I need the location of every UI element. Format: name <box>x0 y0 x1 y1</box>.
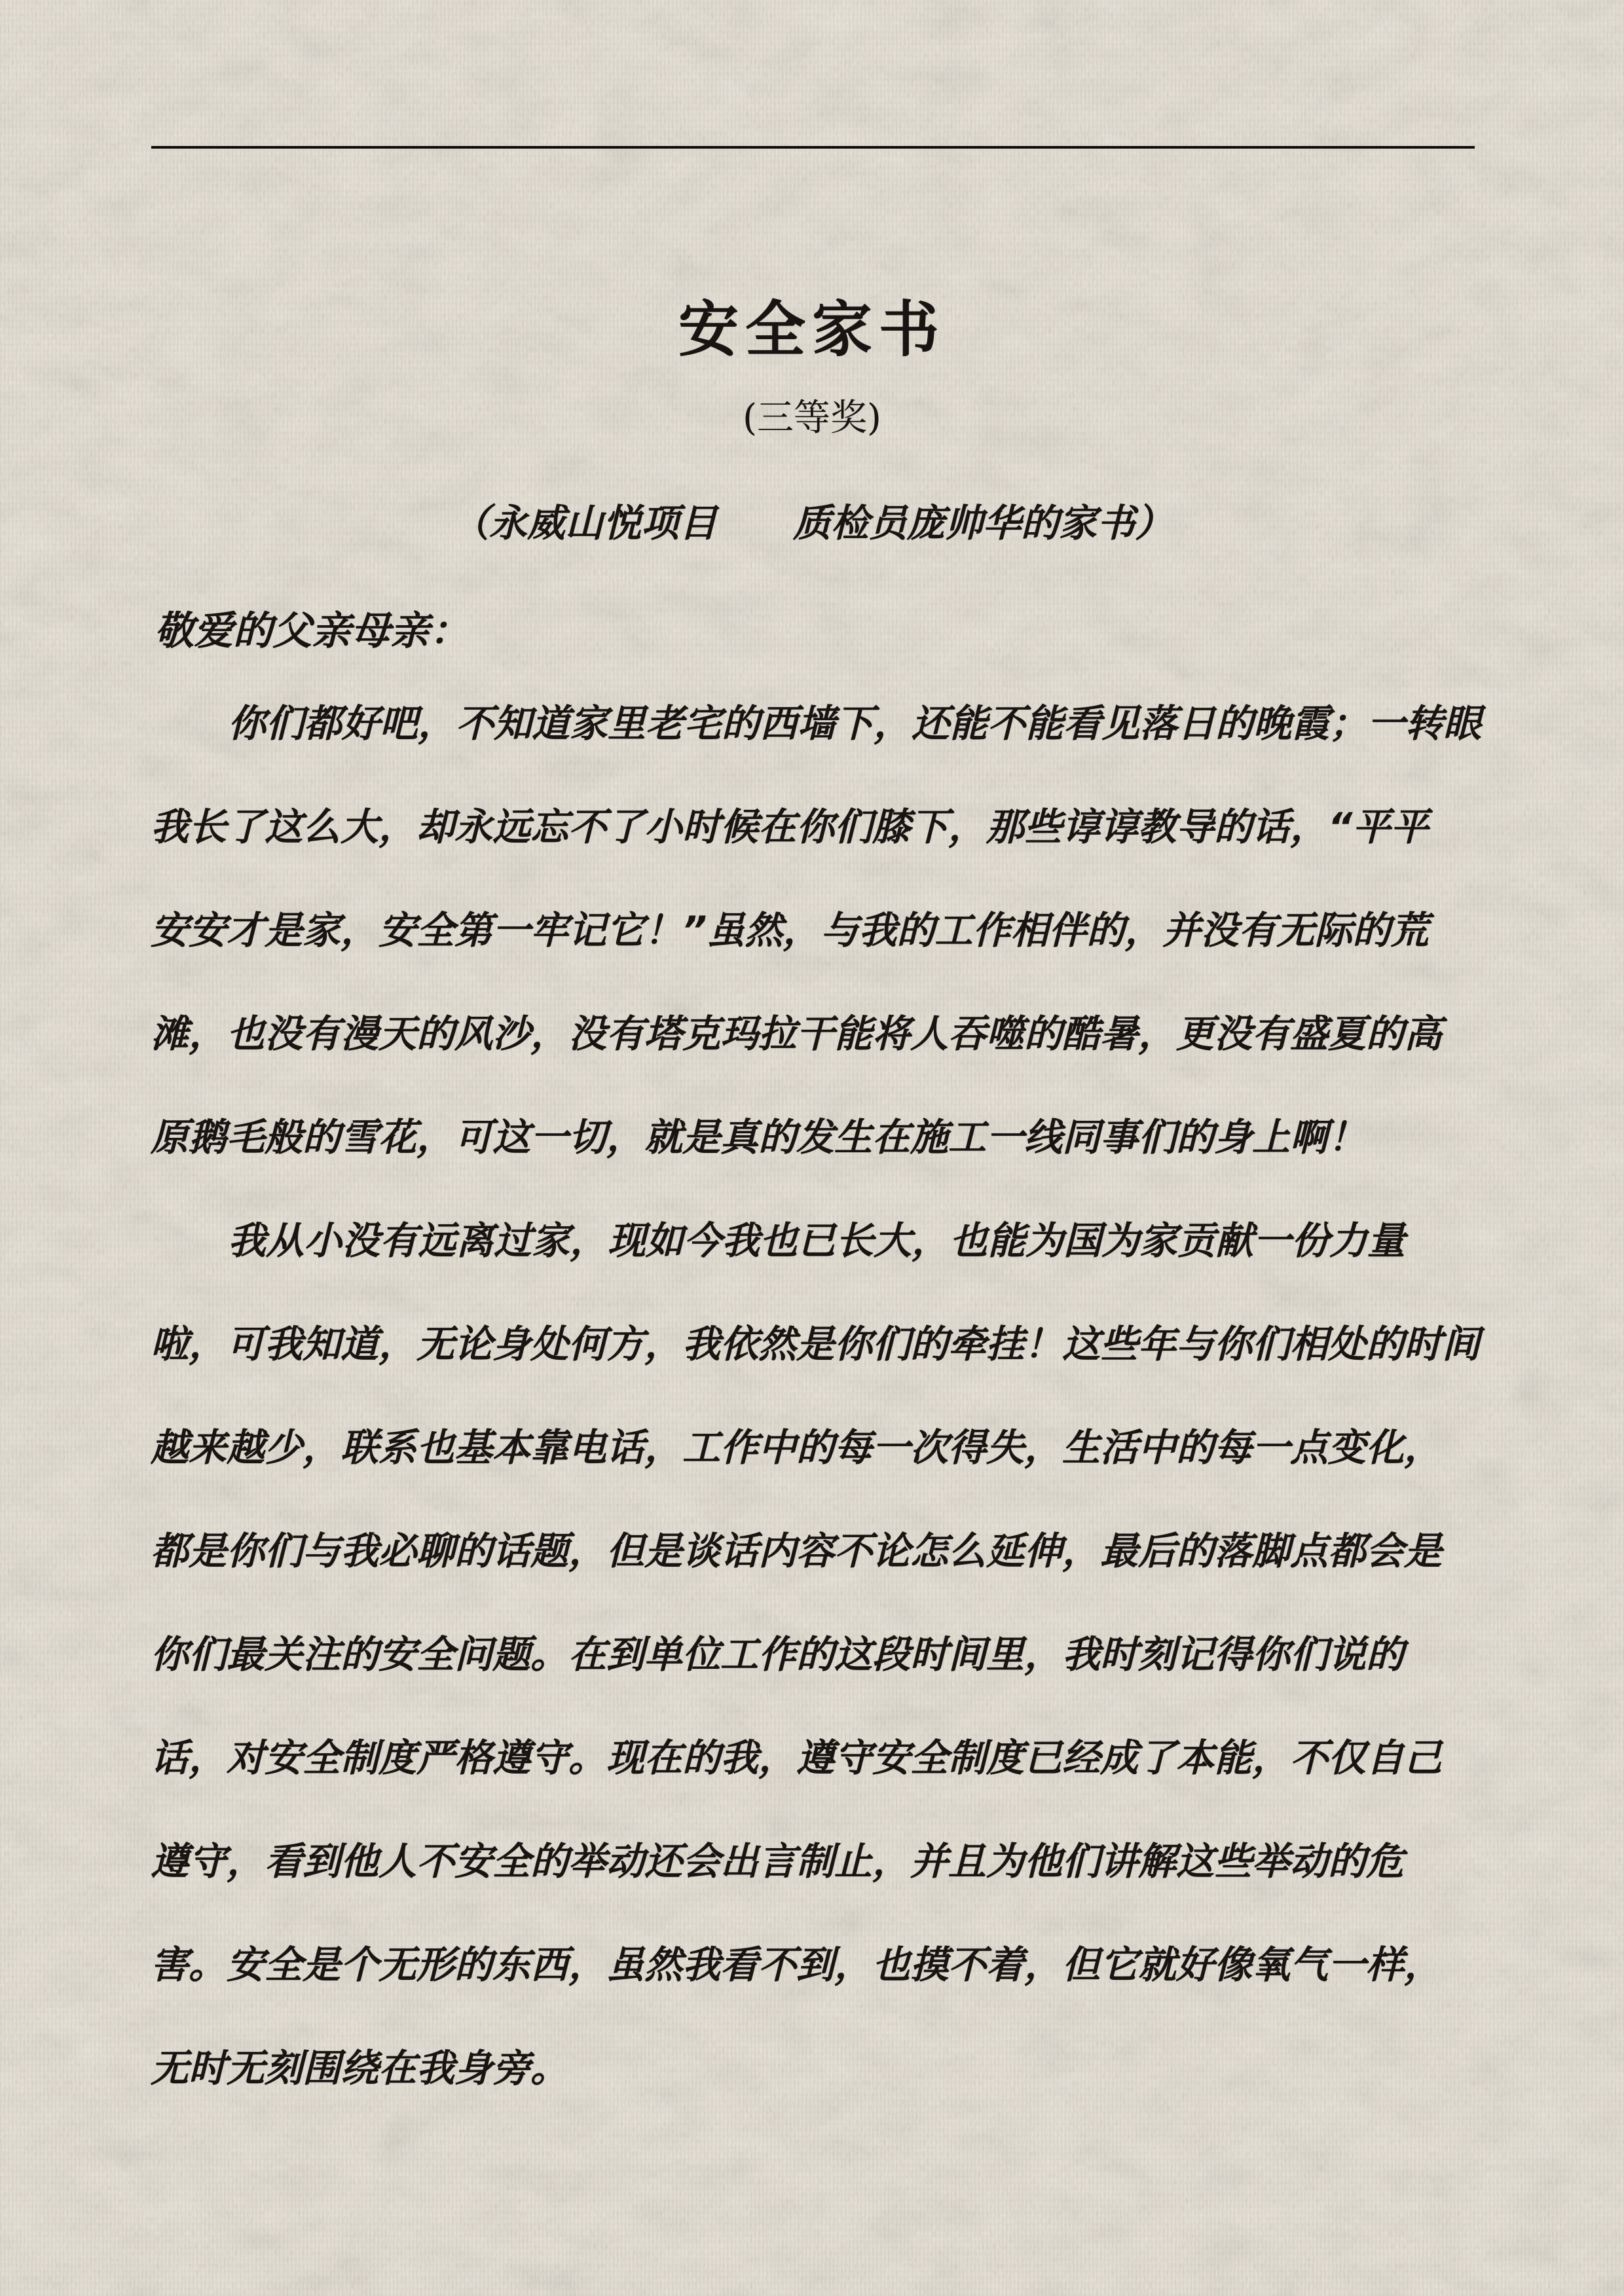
body-line: 原鹅毛般的雪花，可这一切，就是真的发生在施工一线同事们的身上啊！ <box>151 1115 1367 1159</box>
body-line: 你们都好吧，不知道家里老宅的西墙下，还能不能看见落日的晚霞；一转眼 <box>228 701 1482 746</box>
award-subtitle: (三等奖) <box>743 397 881 439</box>
salutation: 敬爱的父亲母亲： <box>155 608 469 654</box>
body-line: 越来越少，联系也基本靠电话，工作中的每一次得失，生活中的每一点变化， <box>151 1425 1443 1470</box>
body-line: 你们最关注的安全问题。在到单位工作的这段时间里，我时刻记得你们说的 <box>151 1632 1405 1677</box>
body-line: 无时无刻围绕在我身旁。 <box>151 2046 569 2090</box>
body-line: 遵守，看到他人不安全的举动还会出言制止，并且为他们讲解这些举动的危 <box>151 1839 1405 1884</box>
body-line: 害。安全是个无形的东西，虽然我看不到，也摸不着，但它就好像氧气一样， <box>151 1942 1443 1987</box>
page-title: 安全家书 <box>678 294 946 365</box>
body-line: 我长了这么大，却永远忘不了小时候在你们膝下，那些谆谆教导的话，“平平 <box>151 805 1429 849</box>
body-line: 啦，可我知道，无论身处何方，我依然是你们的牵挂！这些年与你们相处的时间 <box>151 1322 1481 1366</box>
body-line: 我从小没有远离过家，现如今我也已长大，也能为国为家贡献一份力量 <box>228 1218 1406 1263</box>
body-line: 都是你们与我必聊的话题，但是谈话内容不论怎么延伸，最后的落脚点都会是 <box>151 1529 1443 1573</box>
byline: （永威山悦项目 质检员庞帅华的家书） <box>451 501 1173 545</box>
letter-body <box>151 672 1506 2120</box>
top-rule <box>151 146 1475 149</box>
body-line: 安安才是家，安全第一牢记它！”虽然，与我的工作相伴的，并没有无际的荒 <box>151 908 1429 953</box>
body-line: 滩，也没有漫天的风沙，没有塔克玛拉干能将人吞噬的酷暑，更没有盛夏的高 <box>151 1011 1443 1056</box>
body-line: 话，对安全制度严格遵守。现在的我，遵守安全制度已经成了本能，不仅自己 <box>151 1736 1443 1780</box>
